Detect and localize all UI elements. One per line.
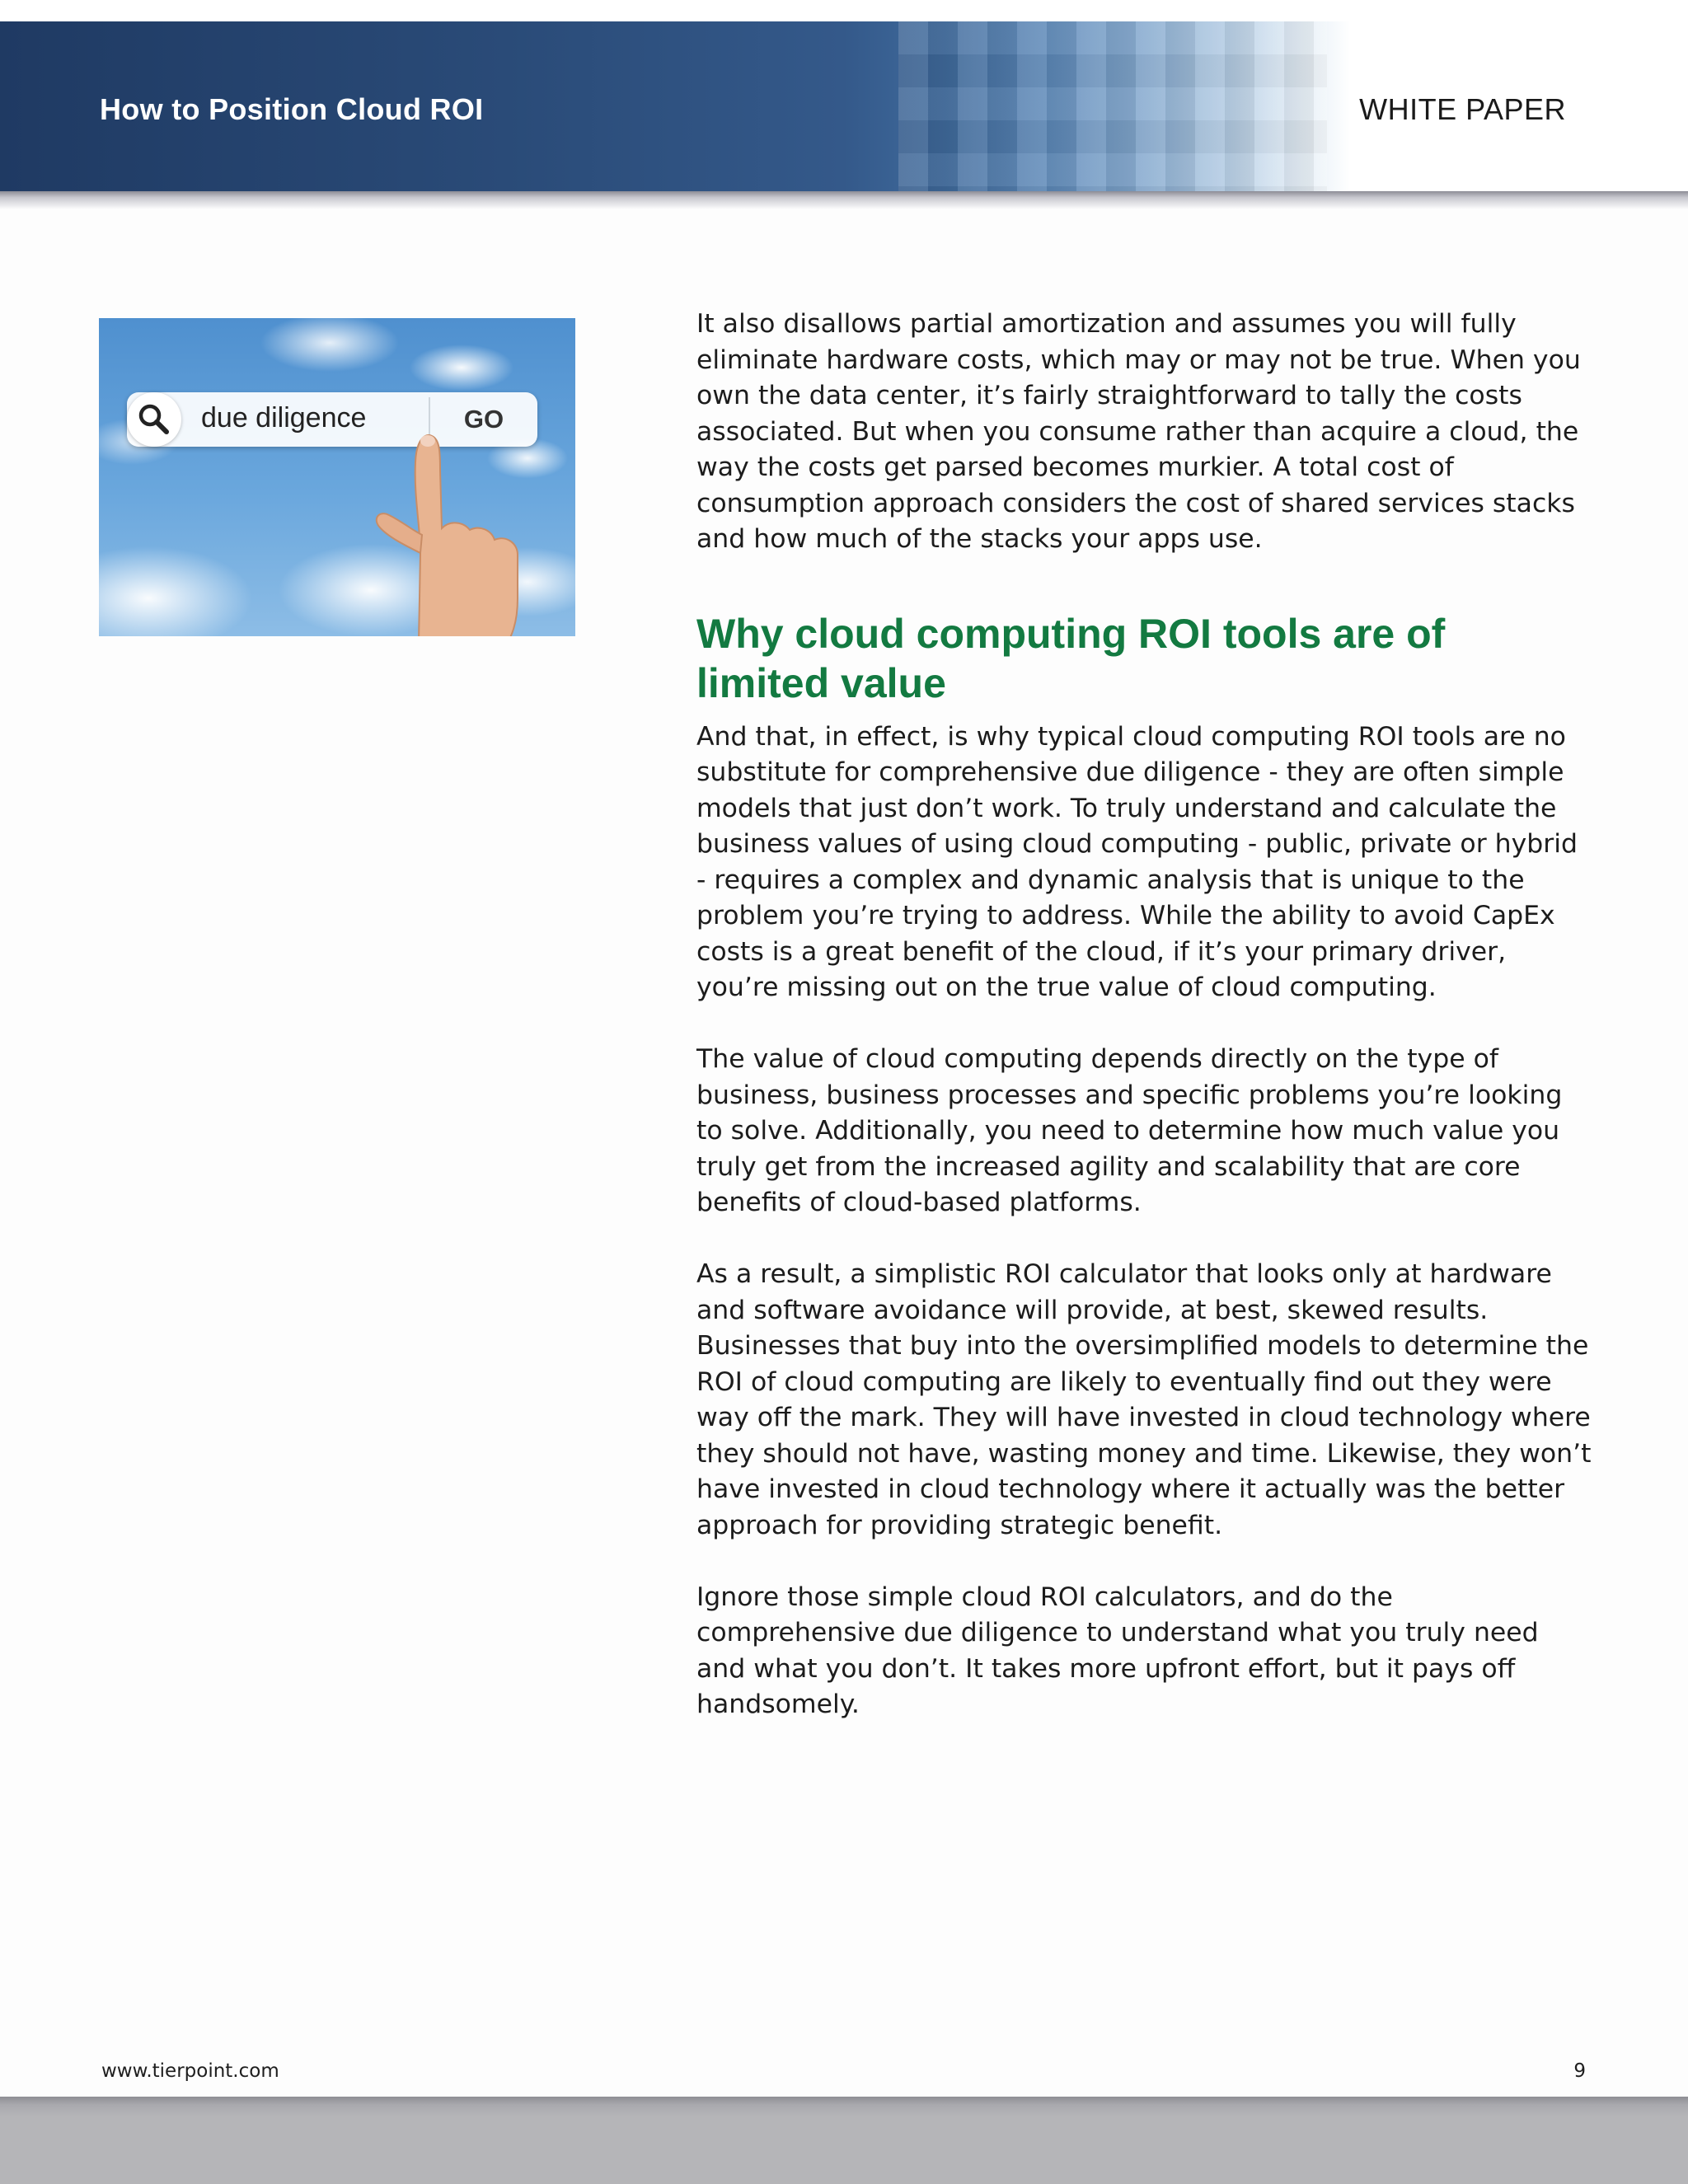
main-content [696, 307, 1595, 1723]
header-pixel-pattern [898, 21, 1327, 191]
pointing-hand-illustration [371, 429, 575, 636]
section-heading: Why cloud computing ROI tools are of limited value [696, 610, 1446, 706]
body-paragraph: And that, in effect, is why typical cloud computing ROI tools are no substitute for comprehensive due diligence - they are often simple models that just don’t work. To truly understand and calculate the business values of using cloud computing - public, private or hybrid - requires a complex and dynamic analysis that is unique to the problem you’re trying to address. While the ability to avoid CapEx costs is a great benefit of the cloud, if it’s your primary driver, you’re missing out on the true value of cloud computing. [696, 721, 1578, 1002]
header-shadow [0, 191, 1688, 209]
body-paragraph: As a result, a simplistic ROI calculator that looks only at hardware and software avoidance will provide, at best, skewed results. Businesses that buy into the oversimplified models to determine the ROI of cloud computing are likely to eventually find out they were way off the mark. They will have invested in cloud technology where they should not have, wasting money and time. Likewise, they won’t have invested in cloud technology where it actually was the better approach for providing strategic benefit. [696, 1259, 1592, 1540]
intro-paragraph: It also disallows partial amortization and assumes you will fully eliminate hardware costs, which may or may not be true. When you own the data center, it’s fairly straightforward to tally the costs associated. But when you consume rather than acquire a cloud, the way the costs get parsed becomes murkier. A total cost of consumption approach considers the cost of shared services stacks and how much of the stacks your apps use. [696, 309, 1581, 554]
document-type-label: WHITE PAPER [1359, 92, 1566, 126]
footer-website-url: www.tierpoint.com [101, 2060, 279, 2082]
page-number: 9 [1573, 2060, 1586, 2082]
document-title: How to Position Cloud ROI [100, 92, 484, 126]
top-margin [0, 0, 1688, 21]
footer-bar [0, 2097, 1688, 2184]
search-due-diligence-photo [99, 318, 575, 636]
magnifier-icon [127, 392, 181, 447]
body-paragraph: The value of cloud computing depends directly on the type of business, business processes and specific problems you’re looking to solve. Additionally, you need to determine how much value you truly get from the increased agility and scalability that are core benefits of cloud-based platforms. [696, 1044, 1563, 1217]
photo-go-button: GO [463, 405, 504, 434]
photo-search-text: due diligence [201, 402, 367, 434]
body-paragraph: Ignore those simple cloud ROI calculators, and do the comprehensive due diligence to understand what you truly need and what you don’t. It takes more upfront effort, but it pays off handsomely. [696, 1582, 1539, 1719]
